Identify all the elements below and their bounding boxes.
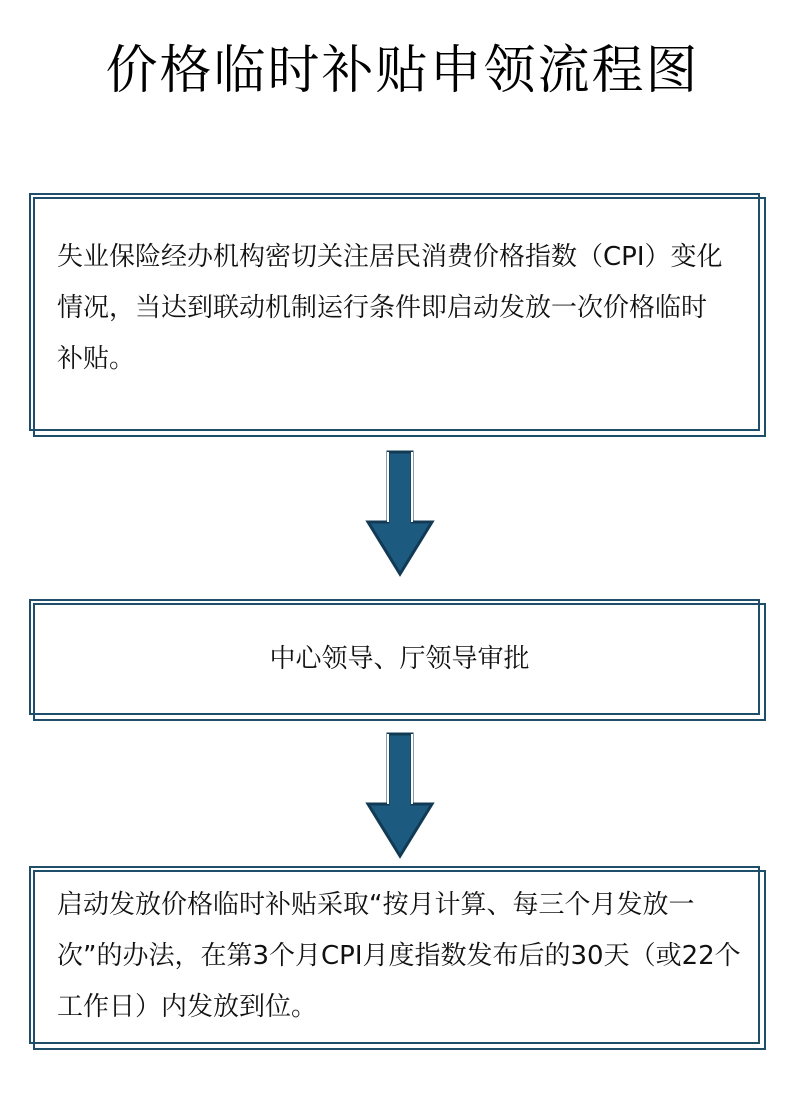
step-1-text: 失业保险经办机构密切关注居民消费价格指数（CPI）变化情况，当达到联动机制运行条件即启动发放一次价格临时补贴。 xyxy=(57,242,723,374)
step-3-text: 启动发放价格临时补贴采取“按月计算、每三个月发放一次”的办法，在第3个月CPI月度指数发布后的30天（或22个工作日）内发放到位。 xyxy=(57,890,741,1022)
down-arrow-icon xyxy=(364,450,436,578)
down-arrow-shape xyxy=(368,734,432,856)
down-arrow-icon xyxy=(364,732,436,860)
down-arrow-shape xyxy=(368,452,432,574)
page-title: 价格临时补贴申领流程图 xyxy=(105,41,700,101)
step-2-text: 中心领导、厅领导审批 xyxy=(269,644,530,674)
